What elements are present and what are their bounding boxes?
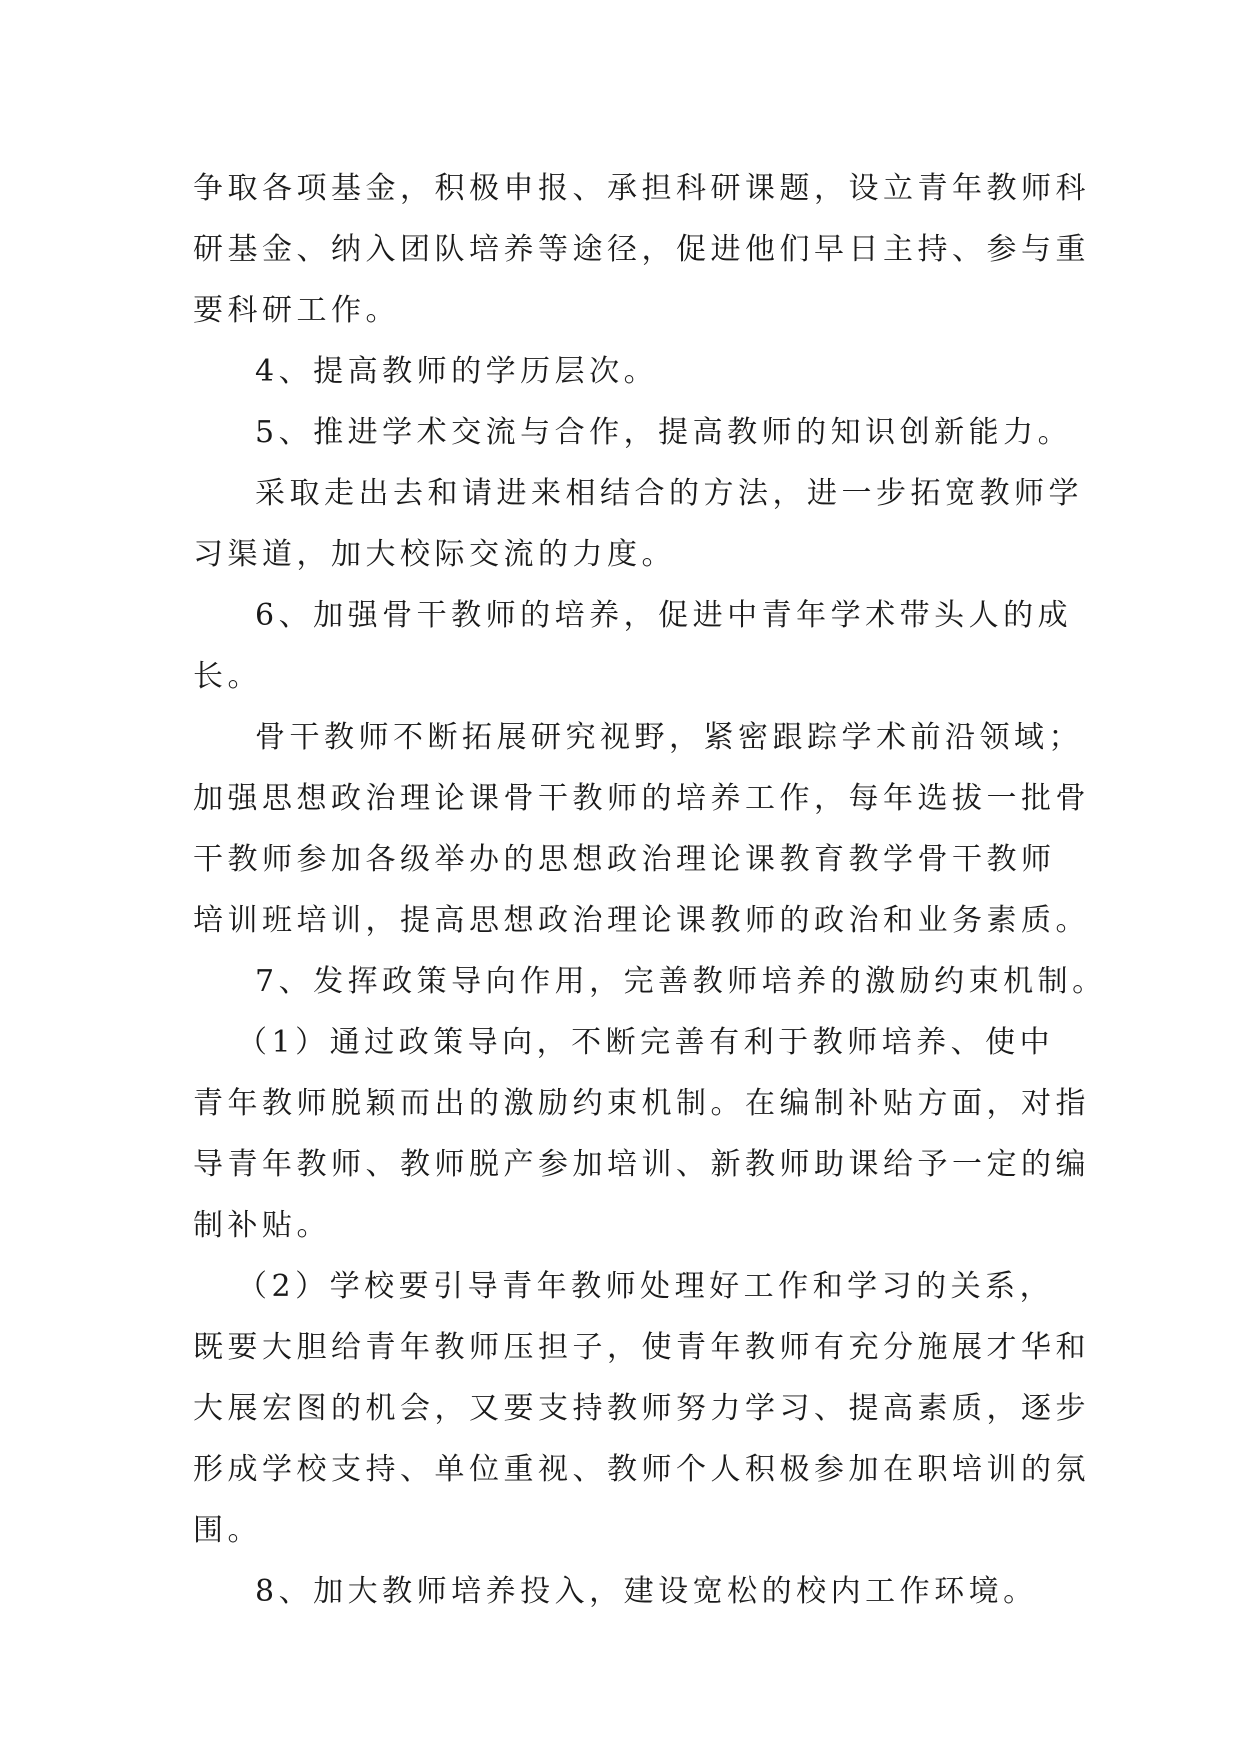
heading-item-5: 5、推进学术交流与合作，提高教师的知识创新能力。 (255, 415, 1073, 450)
subitem-1: （1）通过政策导向，不断完善有利于教师培养、使中 (237, 1025, 1055, 1060)
document-body (193, 158, 1107, 1622)
text-line: 研基金、纳入团队培养等途径，促进他们早日主持、参与重 (193, 232, 1090, 267)
text-line: 导青年教师、教师脱产参加培训、新教师助课给予一定的编 (193, 1147, 1090, 1182)
heading-item-8: 8、加大教师培养投入，建设宽松的校内工作环境。 (255, 1574, 1038, 1609)
text-line: 青年教师脱颖而出的激励约束机制。在编制补贴方面，对指 (193, 1086, 1090, 1121)
heading-item-7: 7、发挥政策导向作用，完善教师培养的激励约束机制。 (255, 964, 1107, 999)
text-line: 围。 (193, 1513, 262, 1548)
text-line: 大展宏图的机会，又要支持教师努力学习、提高素质，逐步 (193, 1391, 1090, 1426)
text-line: 争取各项基金，积极申报、承担科研课题，设立青年教师科 (193, 171, 1090, 206)
text-line: 加强思想政治理论课骨干教师的培养工作，每年选拔一批骨 (193, 781, 1090, 816)
heading-item-6: 6、加强骨干教师的培养，促进中青年学术带头人的成 (255, 598, 1073, 633)
text-line: 干教师参加各级举办的思想政治理论课教育教学骨干教师 (193, 842, 1056, 877)
text-line: 骨干教师不断拓展研究视野，紧密跟踪学术前沿领域； (255, 720, 1083, 755)
text-line: 长。 (193, 659, 262, 694)
text-line: 制补贴。 (193, 1208, 331, 1243)
text-line: 采取走出去和请进来相结合的方法，进一步拓宽教师学 (255, 476, 1083, 511)
text-line: 要科研工作。 (193, 293, 400, 328)
text-line: 习渠道，加大校际交流的力度。 (193, 537, 676, 572)
text-line: 培训班培训，提高思想政治理论课教师的政治和业务素质。 (193, 903, 1090, 938)
text-line: 形成学校支持、单位重视、教师个人积极参加在职培训的氛 (193, 1452, 1090, 1487)
text-line: 既要大胆给青年教师压担子，使青年教师有充分施展才华和 (193, 1330, 1090, 1365)
heading-item-4: 4、提高教师的学历层次。 (255, 354, 659, 389)
subitem-2: （2）学校要引导青年教师处理好工作和学习的关系， (237, 1269, 1055, 1304)
